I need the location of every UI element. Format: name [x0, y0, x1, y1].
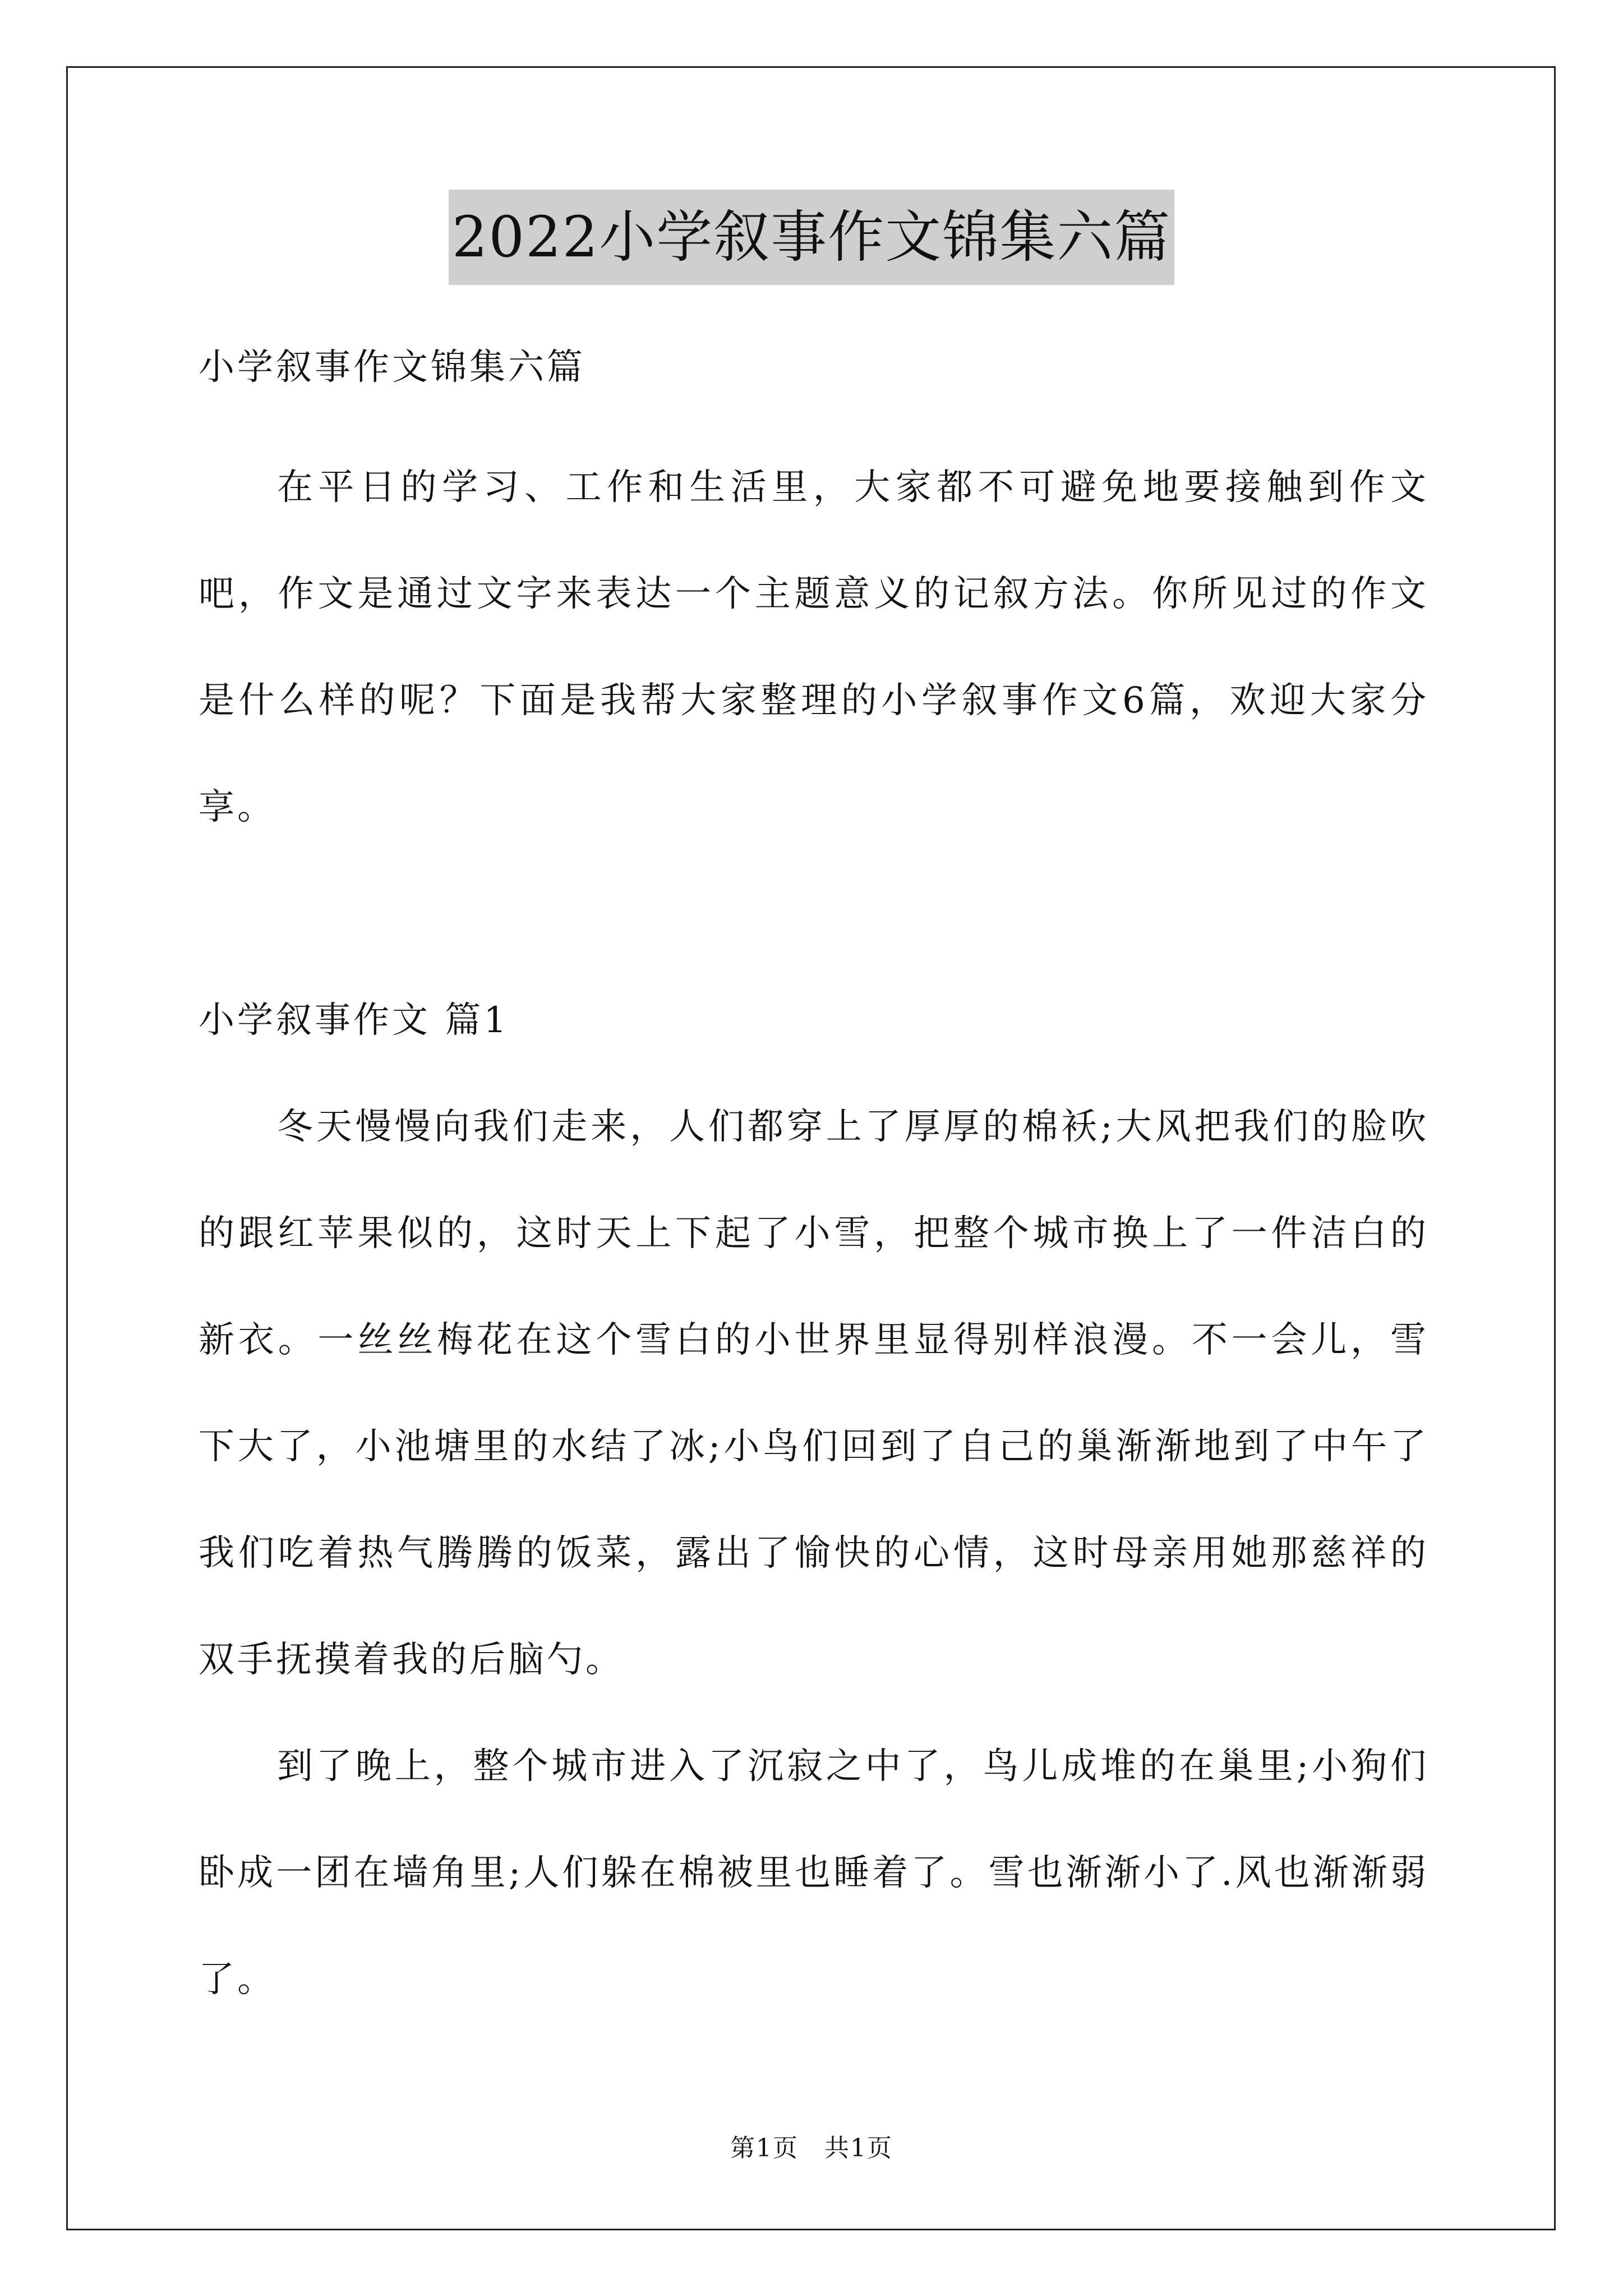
title-wrap: [0, 190, 1623, 285]
section-gap: [199, 861, 1429, 967]
document-subtitle: 小学叙事作文锦集六篇: [199, 347, 585, 388]
body-paragraph: 冬天慢慢向我们走来，人们都穿上了厚厚的棉袄;大风把我们的脸吹的跟红苹果似的，这时天上下起了小雪，把整个城市换上了一件洁白的新衣。一丝丝梅花在这个雪白的小世界里显得别样浪漫。不一会儿，雪下大了，小池塘里的水结了冰;小鸟们回到了自己的巢渐渐地到了中午了我们吃着热气腾腾的饭菜，露出了愉快的心情，这时母亲用她那慈祥的双手抚摸着我的后脑勺。: [199, 1106, 1429, 1681]
section-heading: 小学叙事作文 篇1: [199, 1000, 510, 1041]
intro-paragraph: 在平日的学习、工作和生活里，大家都不可避免地要接触到作文吧，作文是通过文字来表达一个主题意义的记叙方法。你所见过的作文是什么样的呢？下面是我帮大家整理的小学叙事作文6篇，欢迎大家分享。: [199, 467, 1429, 828]
body-paragraph: 到了晚上，整个城市进入了沉寂之中了，鸟儿成堆的在巢里;小狗们卧成一团在墙角里;人们躲在棉被里也睡着了。雪也渐渐小了.风也渐渐弱了。: [199, 1746, 1429, 2000]
document-body: [199, 314, 1429, 2033]
page-footer: 第1页 共1页: [730, 2134, 893, 2162]
document-title: 2022小学叙事作文锦集六篇: [449, 190, 1175, 285]
